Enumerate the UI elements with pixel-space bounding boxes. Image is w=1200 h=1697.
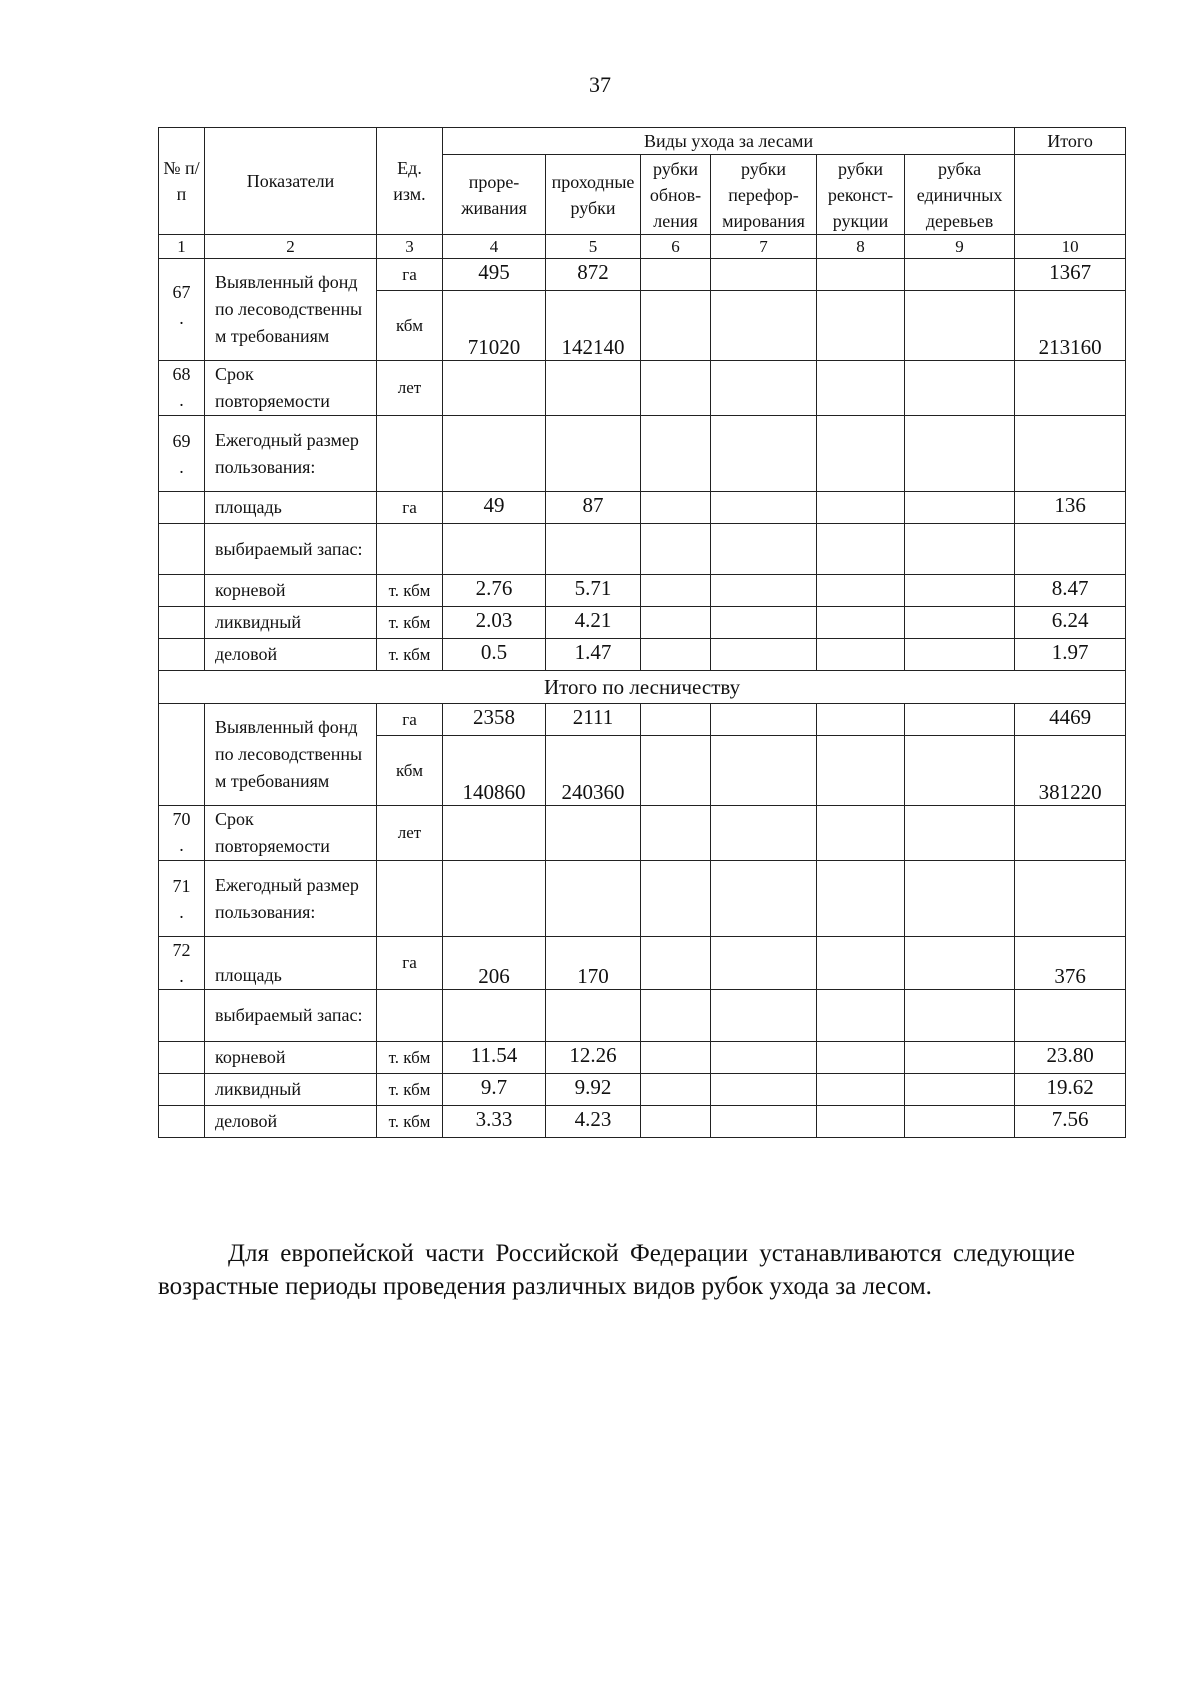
unit-cell: га — [377, 937, 443, 990]
value-cell: 49 — [443, 492, 546, 524]
row-index: 70 . — [159, 806, 205, 861]
value-cell: 4.23 — [546, 1106, 641, 1138]
unit-cell: кбм — [377, 736, 443, 806]
row-index: 71 . — [159, 861, 205, 937]
table-row — [159, 1074, 1126, 1106]
header-unit: Ед. изм. — [377, 128, 443, 235]
value-cell: 11.54 — [443, 1042, 546, 1074]
paragraph-text: Для европейской части Российской Федерации устанавливаются следующие возрастные периоды проведения различных видов рубок ухода за лесом. — [158, 1240, 1075, 1300]
value-cell: 0.5 — [443, 639, 546, 671]
value-cell: 2358 — [443, 704, 546, 736]
unit-cell: т. кбм — [377, 575, 443, 607]
unit-cell: т. кбм — [377, 1106, 443, 1138]
value-cell: 206 — [443, 937, 546, 990]
unit-cell: лет — [377, 361, 443, 416]
table-row — [159, 607, 1126, 639]
row-label: корневой — [205, 1042, 377, 1074]
header-no: № п/п — [159, 128, 205, 235]
value-cell: 142140 — [546, 291, 641, 361]
header-type-thinning: проре-живания — [443, 155, 546, 235]
table-row — [159, 704, 1126, 736]
row-index: 68 . — [159, 361, 205, 416]
row-label: площадь — [205, 492, 377, 524]
column-number: 6 — [641, 235, 711, 259]
column-number: 1 — [159, 235, 205, 259]
column-number: 10 — [1015, 235, 1126, 259]
row-label: ликвидный — [205, 1074, 377, 1106]
page-number: 37 — [589, 72, 611, 97]
unit-cell: т. кбм — [377, 639, 443, 671]
total-cell: 7.56 — [1015, 1106, 1126, 1138]
total-cell: 8.47 — [1015, 575, 1126, 607]
column-number: 4 — [443, 235, 546, 259]
total-cell: 6.24 — [1015, 607, 1126, 639]
total-cell: 376 — [1015, 937, 1126, 990]
row-label: Срок повторяемости — [205, 806, 377, 861]
value-cell: 240360 — [546, 736, 641, 806]
row-label: выбираемый запас: — [205, 990, 377, 1042]
table-row — [159, 861, 1126, 937]
column-number: 2 — [205, 235, 377, 259]
header-row-1 — [159, 128, 1126, 155]
row-label: деловой — [205, 639, 377, 671]
column-number-row — [159, 235, 1126, 259]
row-label: корневой — [205, 575, 377, 607]
header-care-types: Виды ухода за лесами — [443, 128, 1015, 155]
table-row — [159, 1106, 1126, 1138]
total-cell: 1.97 — [1015, 639, 1126, 671]
row-label: деловой — [205, 1106, 377, 1138]
body-paragraph — [158, 1237, 1075, 1303]
value-cell: 140860 — [443, 736, 546, 806]
header-type-reformation: рубки перефор-мирования — [711, 155, 817, 235]
row-label: Срок повторяемости — [205, 361, 377, 416]
total-cell: 136 — [1015, 492, 1126, 524]
row-label: площадь — [205, 937, 377, 990]
value-cell: 12.26 — [546, 1042, 641, 1074]
table-row — [159, 1042, 1126, 1074]
column-number: 8 — [817, 235, 905, 259]
value-cell: 2111 — [546, 704, 641, 736]
section-title: Итого по лесничеству — [159, 671, 1126, 704]
table-row — [159, 361, 1126, 416]
table-row — [159, 990, 1126, 1042]
row-label: ликвидный — [205, 607, 377, 639]
value-cell: 87 — [546, 492, 641, 524]
row-label: Выявленный фонд по лесоводственны м требованиям — [205, 704, 377, 806]
header-type-reconstruction: рубки реконст-рукции — [817, 155, 905, 235]
value-cell: 872 — [546, 259, 641, 291]
value-cell: 170 — [546, 937, 641, 990]
row-label: Выявленный фонд по лесоводственны м требованиям — [205, 259, 377, 361]
value-cell: 71020 — [443, 291, 546, 361]
table-row — [159, 639, 1126, 671]
row-index: 72 . — [159, 937, 205, 990]
value-cell: 9.92 — [546, 1074, 641, 1106]
unit-cell: т. кбм — [377, 1042, 443, 1074]
row-label: выбираемый запас: — [205, 524, 377, 575]
table-row — [159, 416, 1126, 492]
column-number: 7 — [711, 235, 817, 259]
total-cell: 1367 — [1015, 259, 1126, 291]
column-number: 9 — [905, 235, 1015, 259]
unit-cell: т. кбм — [377, 607, 443, 639]
unit-cell: лет — [377, 806, 443, 861]
value-cell: 2.03 — [443, 607, 546, 639]
header-type-passing: проходные рубки — [546, 155, 641, 235]
total-cell: 381220 — [1015, 736, 1126, 806]
value-cell: 3.33 — [443, 1106, 546, 1138]
total-cell: 23.80 — [1015, 1042, 1126, 1074]
table-row — [159, 806, 1126, 861]
unit-cell: кбм — [377, 291, 443, 361]
value-cell: 1.47 — [546, 639, 641, 671]
unit-cell: га — [377, 704, 443, 736]
total-cell: 213160 — [1015, 291, 1126, 361]
row-label: Ежегодный размер пользования: — [205, 861, 377, 937]
row-index: 67 . — [159, 259, 205, 361]
table-row — [159, 524, 1126, 575]
column-number: 5 — [546, 235, 641, 259]
value-cell: 495 — [443, 259, 546, 291]
row-index: 69 . — [159, 416, 205, 492]
value-cell: 4.21 — [546, 607, 641, 639]
column-number: 3 — [377, 235, 443, 259]
unit-cell: га — [377, 259, 443, 291]
value-cell: 9.7 — [443, 1074, 546, 1106]
table-row — [159, 259, 1126, 291]
value-cell: 2.76 — [443, 575, 546, 607]
header-type-renewal: рубки обнов-ления — [641, 155, 711, 235]
total-cell: 4469 — [1015, 704, 1126, 736]
unit-cell: га — [377, 492, 443, 524]
forest-care-table — [158, 127, 1126, 1138]
header-type-single-trees: рубка единичных деревьев — [905, 155, 1015, 235]
header-indicators: Показатели — [205, 128, 377, 235]
section-row — [159, 671, 1126, 704]
header-total-empty — [1015, 155, 1126, 235]
table-row — [159, 575, 1126, 607]
table-row — [159, 492, 1126, 524]
total-cell: 19.62 — [1015, 1074, 1126, 1106]
row-label: Ежегодный размер пользования: — [205, 416, 377, 492]
table-row — [159, 937, 1126, 990]
value-cell: 5.71 — [546, 575, 641, 607]
header-total: Итого — [1015, 128, 1126, 155]
unit-cell: т. кбм — [377, 1074, 443, 1106]
